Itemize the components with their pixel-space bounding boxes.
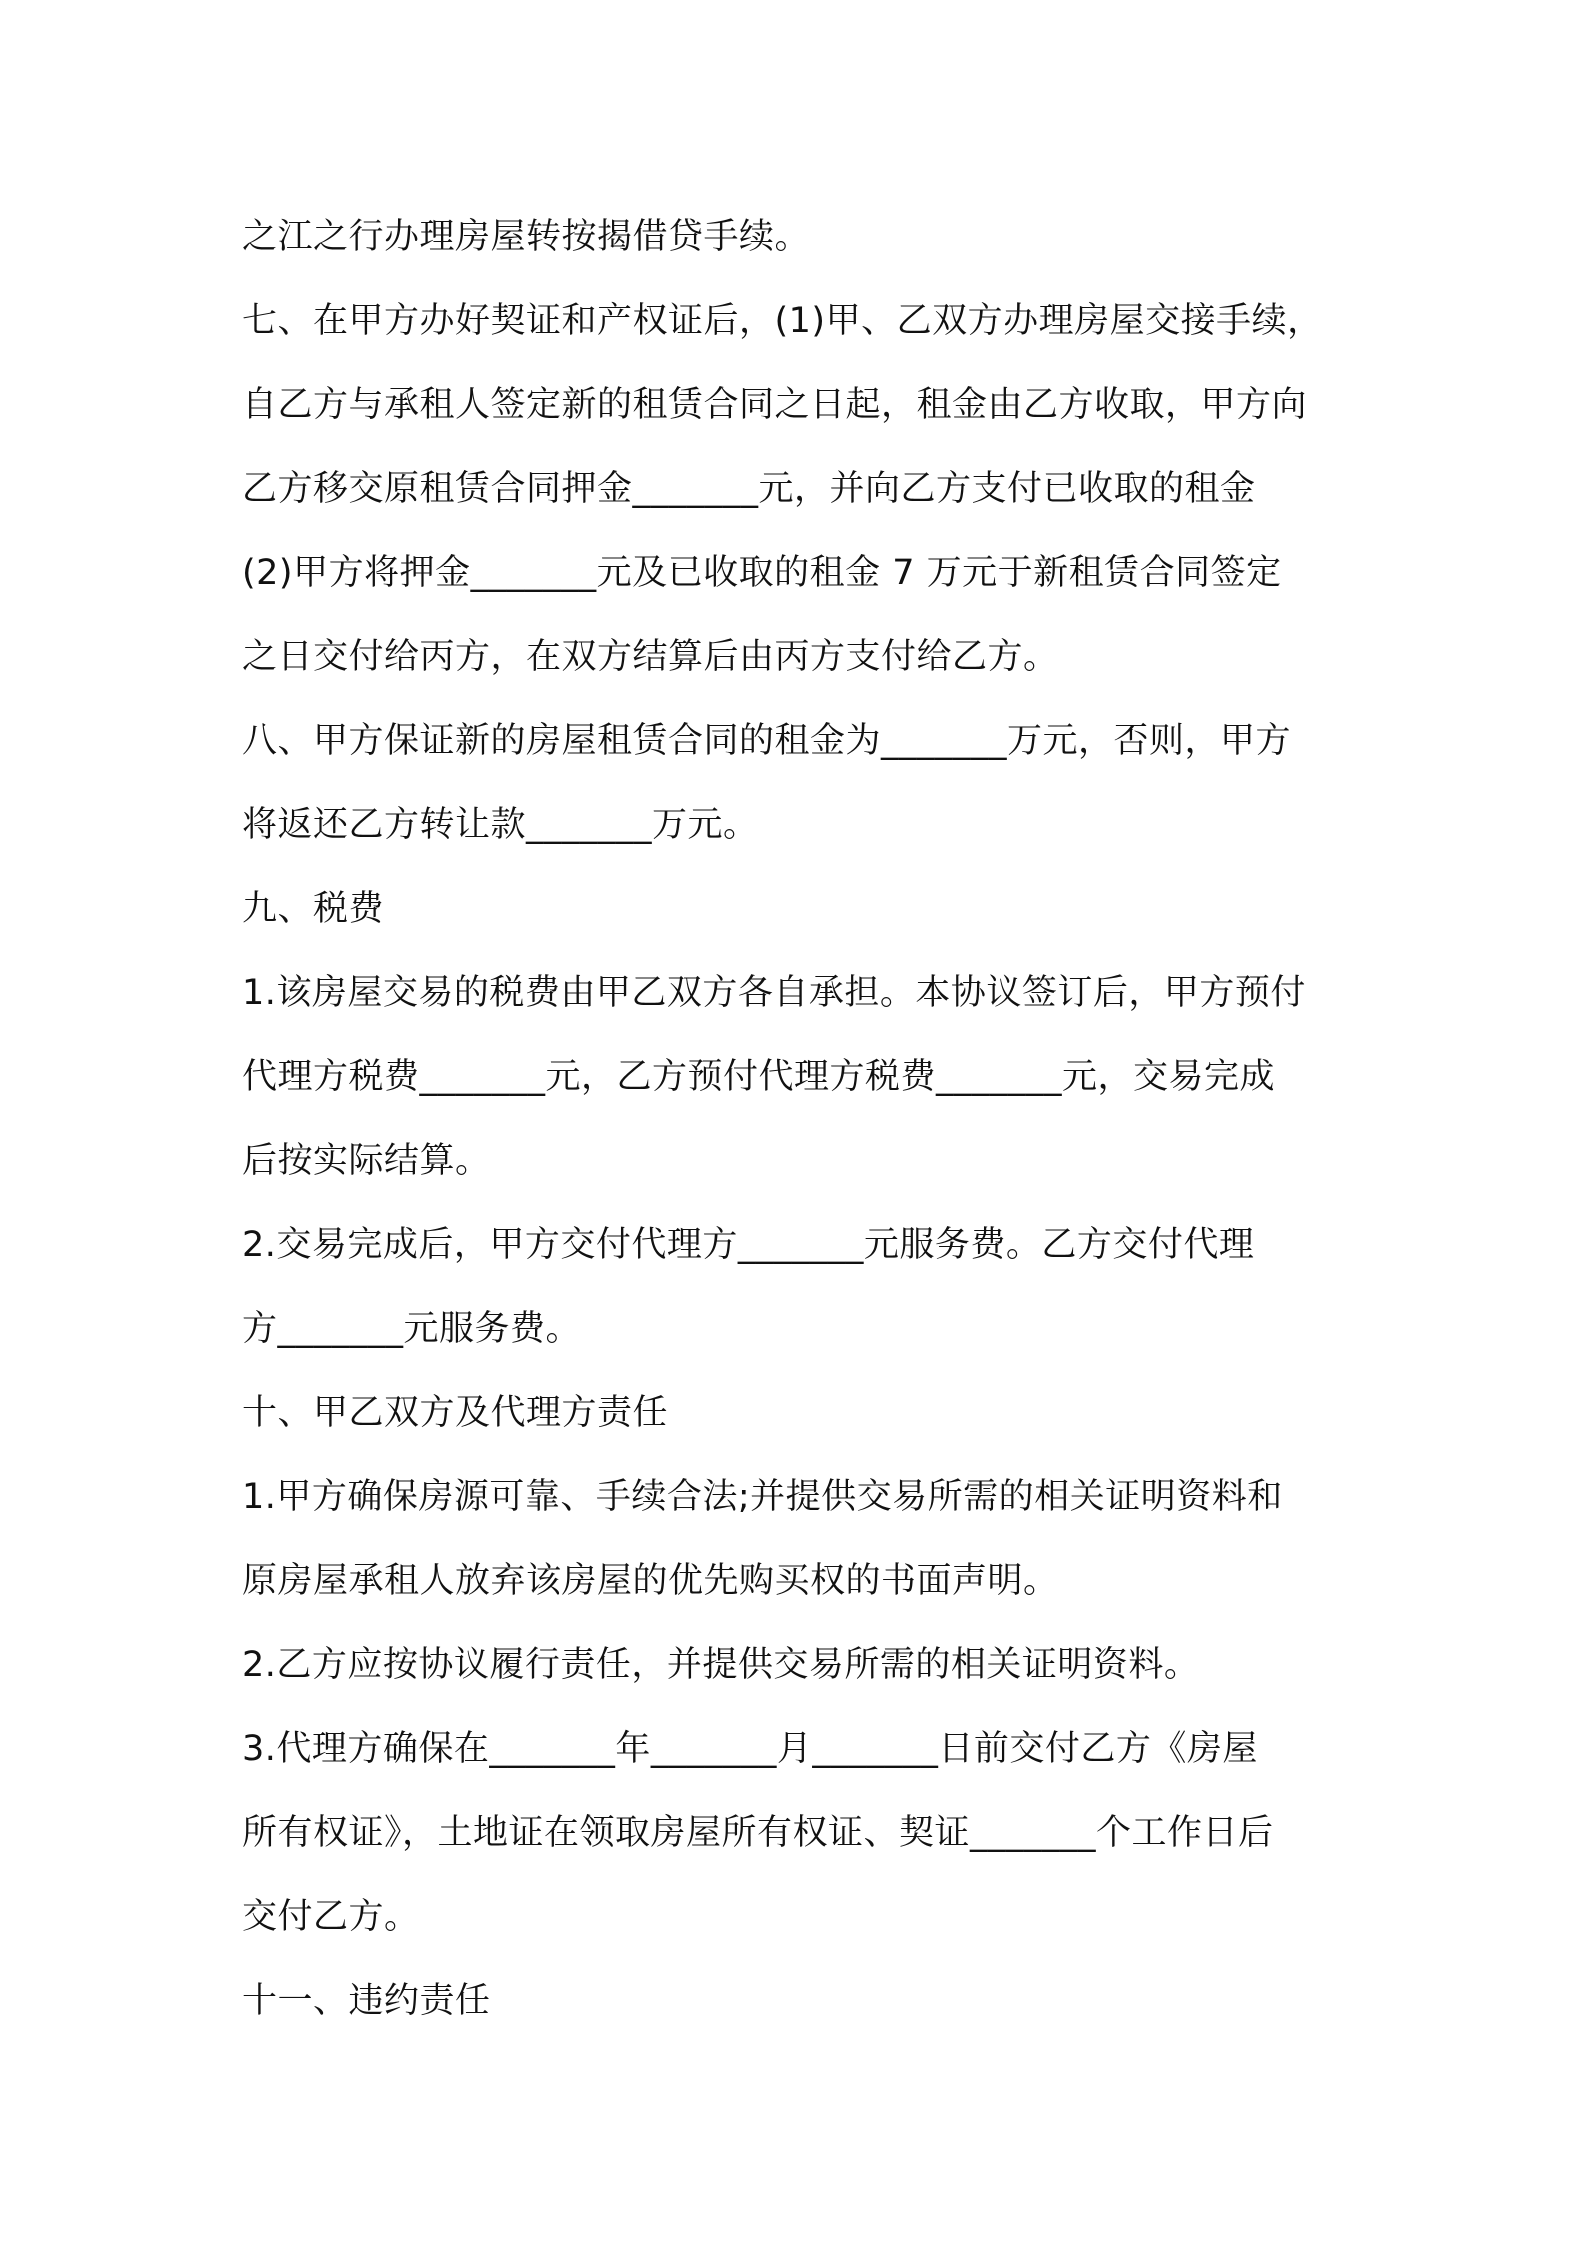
- text-line: 自乙方与承租人签定新的租赁合同之日起，租金由乙方收取，甲方向: [242, 385, 1308, 425]
- section-ten-heading: 十、甲乙双方及代理方责任: [242, 1393, 669, 1433]
- text-line: 后按实际结算。: [242, 1141, 491, 1181]
- section-seven-heading-line: 七、在甲方办好契证和产权证后，(1)甲、乙双方办理房屋交接手续，: [242, 301, 1323, 341]
- text-line: 乙方移交原租赁合同押金_______元，并向乙方支付已收取的租金: [242, 469, 1256, 509]
- section-nine-heading: 九、税费: [242, 889, 385, 929]
- text-line: 方_______元服务费。: [242, 1309, 582, 1349]
- text-line: 之日交付给丙方，在双方结算后由丙方支付给乙方。: [242, 637, 1059, 677]
- clause-9-1-line: 1.该房屋交易的税费由甲乙双方各自承担。本协议签订后，甲方预付: [242, 973, 1306, 1013]
- section-eleven-heading: 十一、违约责任: [242, 1981, 491, 2021]
- text-line: 原房屋承租人放弃该房屋的优先购买权的书面声明。: [242, 1561, 1059, 1601]
- section-eight-heading-line: 八、甲方保证新的房屋租赁合同的租金为_______万元，否则，甲方: [242, 721, 1292, 761]
- clause-10-1-line: 1.甲方确保房源可靠、手续合法;并提供交易所需的相关证明资料和: [242, 1477, 1283, 1517]
- document-body: [242, 195, 1362, 2043]
- clause-9-2-line: 2.交易完成后，甲方交付代理方_______元服务费。乙方交付代理: [242, 1225, 1255, 1265]
- text-line: 所有权证》，土地证在领取房屋所有权证、契证_______个工作日后: [242, 1813, 1274, 1853]
- text-line: 之江之行办理房屋转按揭借贷手续。: [242, 217, 811, 257]
- clause-10-3-line: 3.代理方确保在_______年_______月_______日前交付乙方《房屋: [242, 1729, 1258, 1769]
- text-line: (2)甲方将押金_______元及已收取的租金 7 万元于新租赁合同签定: [242, 553, 1282, 593]
- clause-10-2-line: 2.乙方应按协议履行责任，并提供交易所需的相关证明资料。: [242, 1645, 1200, 1685]
- text-line: 将返还乙方转让款_______万元。: [242, 805, 759, 845]
- text-line: 代理方税费_______元，乙方预付代理方税费_______元，交易完成: [242, 1057, 1276, 1097]
- text-line: 交付乙方。: [242, 1897, 420, 1937]
